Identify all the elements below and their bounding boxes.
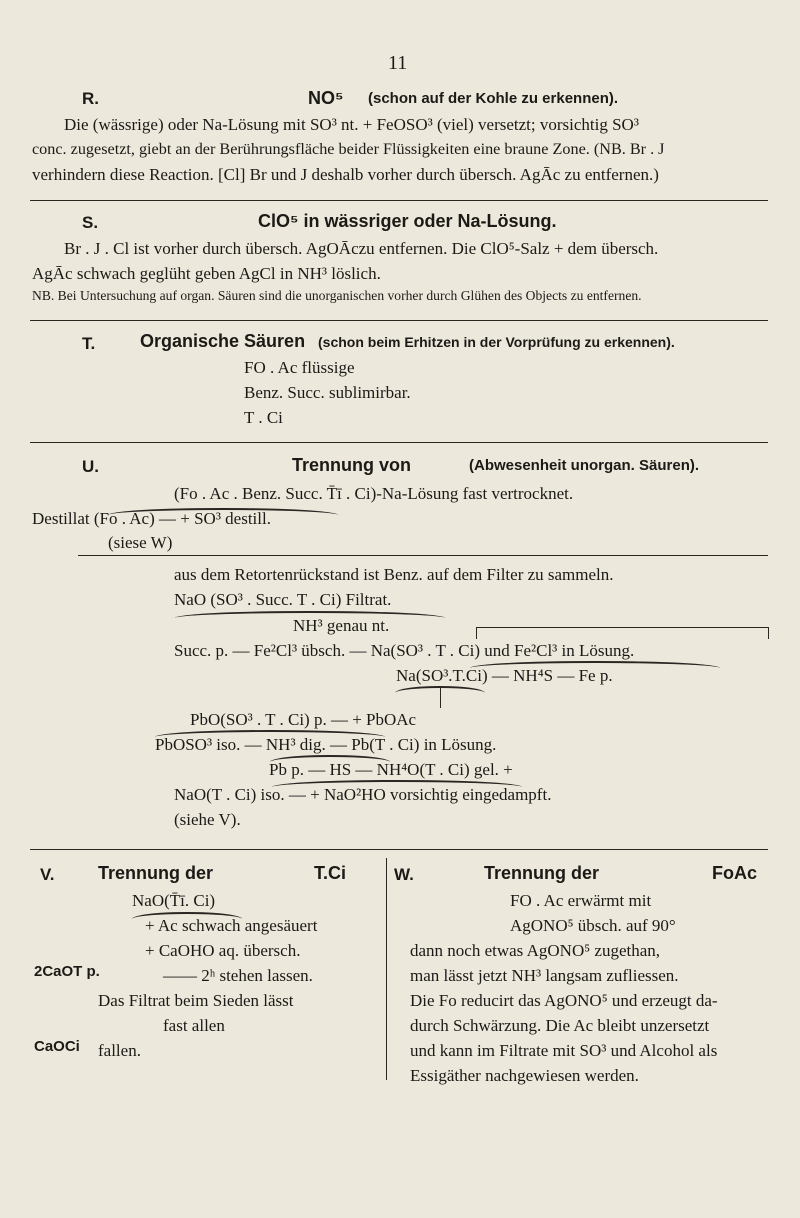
section-w-line-4: man lässt jetzt NH³ langsam zufliessen. [410, 966, 679, 985]
section-u-line-10: PbOSO³ iso. — NH³ dig. — Pb(T . Ci) in Lösung. [155, 735, 497, 754]
section-u-line-11: Pb p. — HS — NH⁴O(T . Ci) gel. + [269, 760, 513, 779]
section-v-line-2: + Ac schwach angesäuert [145, 916, 318, 935]
section-u-line-6: NH³ genau nt. [293, 616, 390, 635]
section-w-line-6: durch Schwärzung. Die Ac bleibt unzersetzt [410, 1016, 710, 1035]
section-r-letter: R. [82, 89, 99, 108]
section-v-line-3: + CaOHO aq. übersch. [145, 941, 301, 960]
column-divider [386, 858, 387, 1080]
section-r-line-3: verhindern diese Reaction. [Cl] Br und J deshalb vorher durch übersch. AgĀc zu entfernen.) [32, 165, 659, 184]
divider-r-s [30, 200, 768, 201]
section-v-line-4: —— 2ʰ stehen lassen. [163, 966, 313, 985]
section-s-line-2: AgĀc schwach geglüht geben AgCl in NH³ löslich. [32, 264, 381, 283]
section-v-line-1: NaO(T̄ī. Ci) [132, 891, 216, 910]
section-t-letter: T. [82, 334, 96, 353]
section-u-line-7: Succ. p. — Fe²Cl³ übsch. — Na(SO³ . T . Ci) und Fe²Cl³ in Lösung. [174, 641, 635, 660]
bracket-u-top [476, 627, 768, 628]
section-u-note: (Abwesenheit unorgan. Säuren). [469, 457, 700, 474]
section-u-title: Trennung von [292, 455, 411, 475]
divider-s-t [30, 320, 768, 321]
section-u-line-12: NaO(T . Ci) iso. — + NaO²HO vorsichtig eingedampft. [174, 785, 552, 804]
section-t-line-3: T . Ci [244, 408, 283, 427]
section-w-letter: W. [394, 865, 414, 884]
section-u-line-13: (siehe V). [174, 810, 241, 829]
section-u-line-2: Destillat (Fo . Ac) — + SO³ destill. [32, 509, 271, 528]
divider-u-vw [30, 849, 768, 850]
section-v-line-7: fallen. [98, 1041, 141, 1060]
section-w-line-8: Essigäther nachgewiesen werden. [410, 1066, 639, 1085]
section-w-line-3: dann noch etwas AgONO⁵ zugethan, [410, 941, 661, 960]
section-u-line-3: (siese W) [108, 533, 173, 552]
section-w-title-right: FoAc [712, 863, 757, 883]
section-r-line-2: conc. zugesetzt, giebt an der Berührungsfläche beider Flüssigkeiten eine braune Zone. (NB. Br . J [32, 140, 665, 158]
section-r-line-1: Die (wässrige) oder Na-Lösung mit SO³ nt. + FeOSO³ (viel) versetzt; vorsichtig SO³ [64, 115, 639, 134]
section-w-line-5: Die Fo reducirt das AgONO⁵ und erzeugt da- [410, 991, 718, 1010]
section-w-title: Trennung der [484, 863, 600, 883]
section-v-letter: V. [40, 865, 55, 884]
section-u-line-1: (Fo . Ac . Benz. Succ. T̄ī . Ci)-Na-Lösung fast vertrocknet. [174, 484, 574, 503]
page-number: 11 [388, 52, 408, 74]
section-w-line-2: AgONO⁵ übsch. auf 90° [510, 916, 676, 935]
section-v-title: Trennung der [98, 863, 214, 883]
section-v-margin-2: CaOCi [34, 1038, 80, 1055]
section-u-line-9: PbO(SO³ . T . Ci) p. — + PbOAc [190, 710, 417, 729]
section-w-line-7: und kann im Filtrate mit SO³ und Alcohol als [410, 1041, 718, 1060]
section-v-line-6: fast allen [163, 1016, 225, 1035]
section-u-line-5: NaO (SO³ . Succ. T . Ci) Filtrat. [174, 590, 392, 609]
connector-u [440, 688, 441, 708]
section-v-title-right: T.Ci [314, 863, 347, 883]
section-s-line-1: Br . J . Cl ist vorher durch übersch. AgOĀczu entfernen. Die ClO⁵-Salz + dem übersch. [64, 239, 659, 258]
section-s-nb: NB. Bei Untersuchung auf organ. Säuren sind die unorganischen vorher durch Glühen des Objects zu entfernen. [32, 288, 642, 303]
rule-u-distillate [78, 555, 768, 556]
section-r-note: (schon auf der Kohle zu erkennen). [368, 90, 619, 107]
section-s-letter: S. [82, 213, 99, 232]
section-r-title: NO⁵ [308, 88, 344, 108]
section-u-letter: U. [82, 457, 99, 476]
divider-t-u [30, 442, 768, 443]
bracket-u-right [768, 627, 769, 639]
section-s-title: ClO⁵ in wässriger oder Na-Lösung. [258, 211, 557, 231]
section-u-line-8: Na(SO³.T.Ci) — NH⁴S — Fe p. [396, 666, 613, 685]
section-t-line-1: FO . Ac flüssige [244, 358, 355, 377]
section-t-note: (schon beim Erhitzen in der Vorprüfung zu erkennen). [318, 334, 675, 350]
section-w-line-1: FO . Ac erwärmt mit [510, 891, 652, 910]
section-t-line-2: Benz. Succ. sublimirbar. [244, 383, 411, 402]
section-t-title: Organische Säuren [140, 331, 306, 351]
section-v-margin-1: 2CaOT p. [34, 963, 100, 980]
section-v-line-5: Das Filtrat beim Sieden lässt [98, 991, 294, 1010]
section-u-line-4: aus dem Retortenrückstand ist Benz. auf dem Filter zu sammeln. [174, 565, 614, 584]
